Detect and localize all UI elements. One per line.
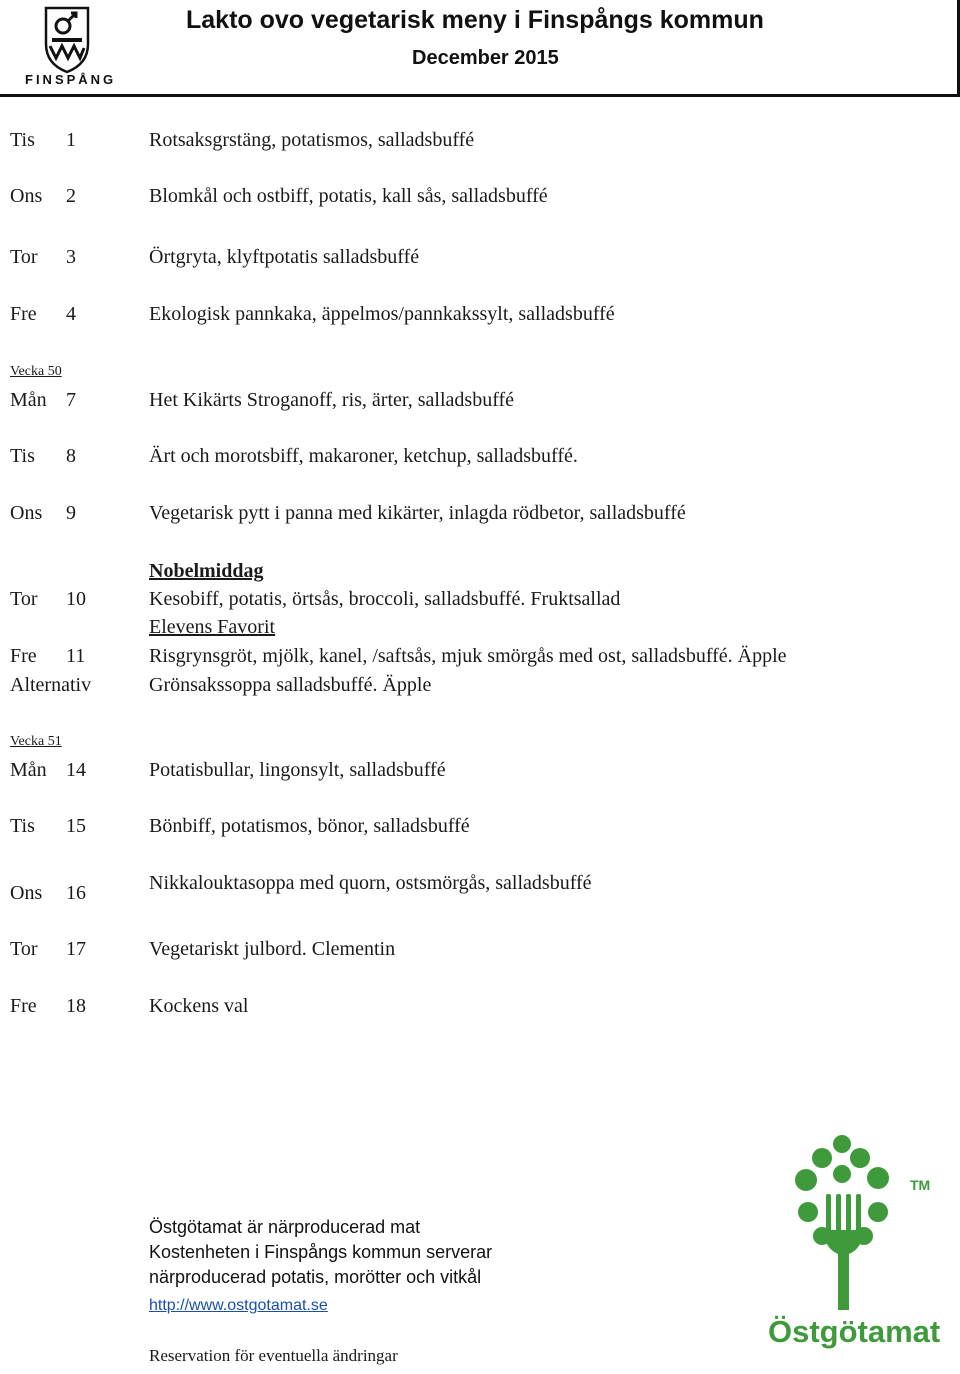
- page-header: [0, 0, 960, 96]
- footer-line: Kostenheten i Finspångs kommun serverar: [149, 1242, 493, 1262]
- menu-day: Mån: [10, 759, 47, 781]
- page-title: Lakto ovo vegetarisk meny i Finspångs kommun: [186, 6, 764, 34]
- menu-dish: Het Kikärts Stroganoff, ris, ärter, salladsbuffé: [149, 389, 515, 411]
- menu-date: 2: [66, 185, 76, 207]
- reservation-note: Reservation för eventuella ändringar: [149, 1346, 398, 1365]
- menu-day: Ons: [10, 502, 43, 524]
- brand-trademark: TM: [910, 1177, 931, 1193]
- header-divider: [0, 94, 960, 97]
- menu-dish: Potatisbullar, lingonsylt, salladsbuffé: [149, 759, 446, 781]
- menu-dish: Rotsaksgrstäng, potatismos, salladsbuffé: [149, 129, 475, 151]
- week-label: Vecka 50: [10, 364, 62, 379]
- menu-date: 4: [66, 303, 76, 325]
- municipality-logo-wordmark: FINSPÅNG: [25, 72, 117, 87]
- footer-line: Östgötamat är närproducerad mat: [149, 1217, 421, 1237]
- menu-day: Tis: [10, 815, 35, 837]
- student-favorite-heading: Elevens Favorit: [149, 616, 276, 638]
- menu-day: Tor: [10, 938, 38, 960]
- menu-date: 16: [66, 882, 86, 904]
- menu-day: Tor: [10, 588, 38, 610]
- menu-day: Ons: [10, 185, 43, 207]
- menu-date: 18: [66, 995, 86, 1017]
- menu-dish: Blomkål och ostbiff, potatis, kall sås, salladsbuffé: [149, 185, 548, 207]
- menu-date: 9: [66, 502, 76, 524]
- menu-dish: Kesobiff, potatis, örtsås, broccoli, salladsbuffé. Fruktsallad: [149, 588, 621, 610]
- week-label: Vecka 51: [10, 734, 62, 749]
- ostgotamat-link[interactable]: http://www.ostgotamat.se: [149, 1297, 328, 1314]
- menu-day: Fre: [10, 995, 37, 1017]
- menu-dish: Risgrynsgröt, mjölk, kanel, /saftsås, mjuk smörgås med ost, salladsbuffé. Äpple: [149, 645, 787, 667]
- menu-day: Mån: [10, 389, 47, 411]
- menu-dish: Ekologisk pannkaka, äppelmos/pannkakssylt, salladsbuffé: [149, 303, 615, 325]
- menu-date: 8: [66, 445, 76, 467]
- menu-day: Fre: [10, 645, 37, 667]
- menu-dish: Vegetarisk pytt i panna med kikärter, inlagda rödbetor, salladsbuffé: [149, 502, 686, 524]
- menu-day: Ons: [10, 882, 43, 904]
- menu-date: 10: [66, 588, 86, 610]
- menu-dish: Kockens val: [149, 995, 249, 1017]
- menu-day: Tis: [10, 129, 35, 151]
- brand-name: Östgötamat: [768, 1314, 940, 1349]
- nobel-dinner-heading: Nobelmiddag: [149, 560, 264, 582]
- menu-day: Tor: [10, 246, 38, 268]
- page-subtitle: December 2015: [412, 47, 559, 69]
- menu-day: Alternativ: [10, 674, 92, 696]
- footer-line: närproducerad potatis, morötter och vitkål: [149, 1267, 482, 1287]
- menu-date: 15: [66, 815, 86, 837]
- menu-dish: Nikkalouktasoppa med quorn, ostsmörgås, salladsbuffé: [149, 872, 592, 894]
- menu-date: 14: [66, 759, 86, 781]
- ostgotamat-logo-icon: [760, 1132, 940, 1352]
- menu-dish: Grönsakssoppa salladsbuffé. Äpple: [149, 674, 432, 696]
- menu-date: 7: [66, 389, 76, 411]
- menu-date: 1: [66, 129, 76, 151]
- menu-date: 11: [66, 645, 86, 667]
- menu-dish: Bönbiff, potatismos, bönor, salladsbuffé: [149, 815, 470, 837]
- menu-date: 3: [66, 246, 76, 268]
- menu-dish: Vegetariskt julbord. Clementin: [149, 938, 396, 960]
- menu-dish: Örtgryta, klyftpotatis salladsbuffé: [149, 246, 420, 268]
- menu-date: 17: [66, 938, 86, 960]
- menu-dish: Ärt och morotsbiff, makaroner, ketchup, salladsbuffé.: [149, 445, 578, 467]
- menu-day: Tis: [10, 445, 35, 467]
- menu-day: Fre: [10, 303, 37, 325]
